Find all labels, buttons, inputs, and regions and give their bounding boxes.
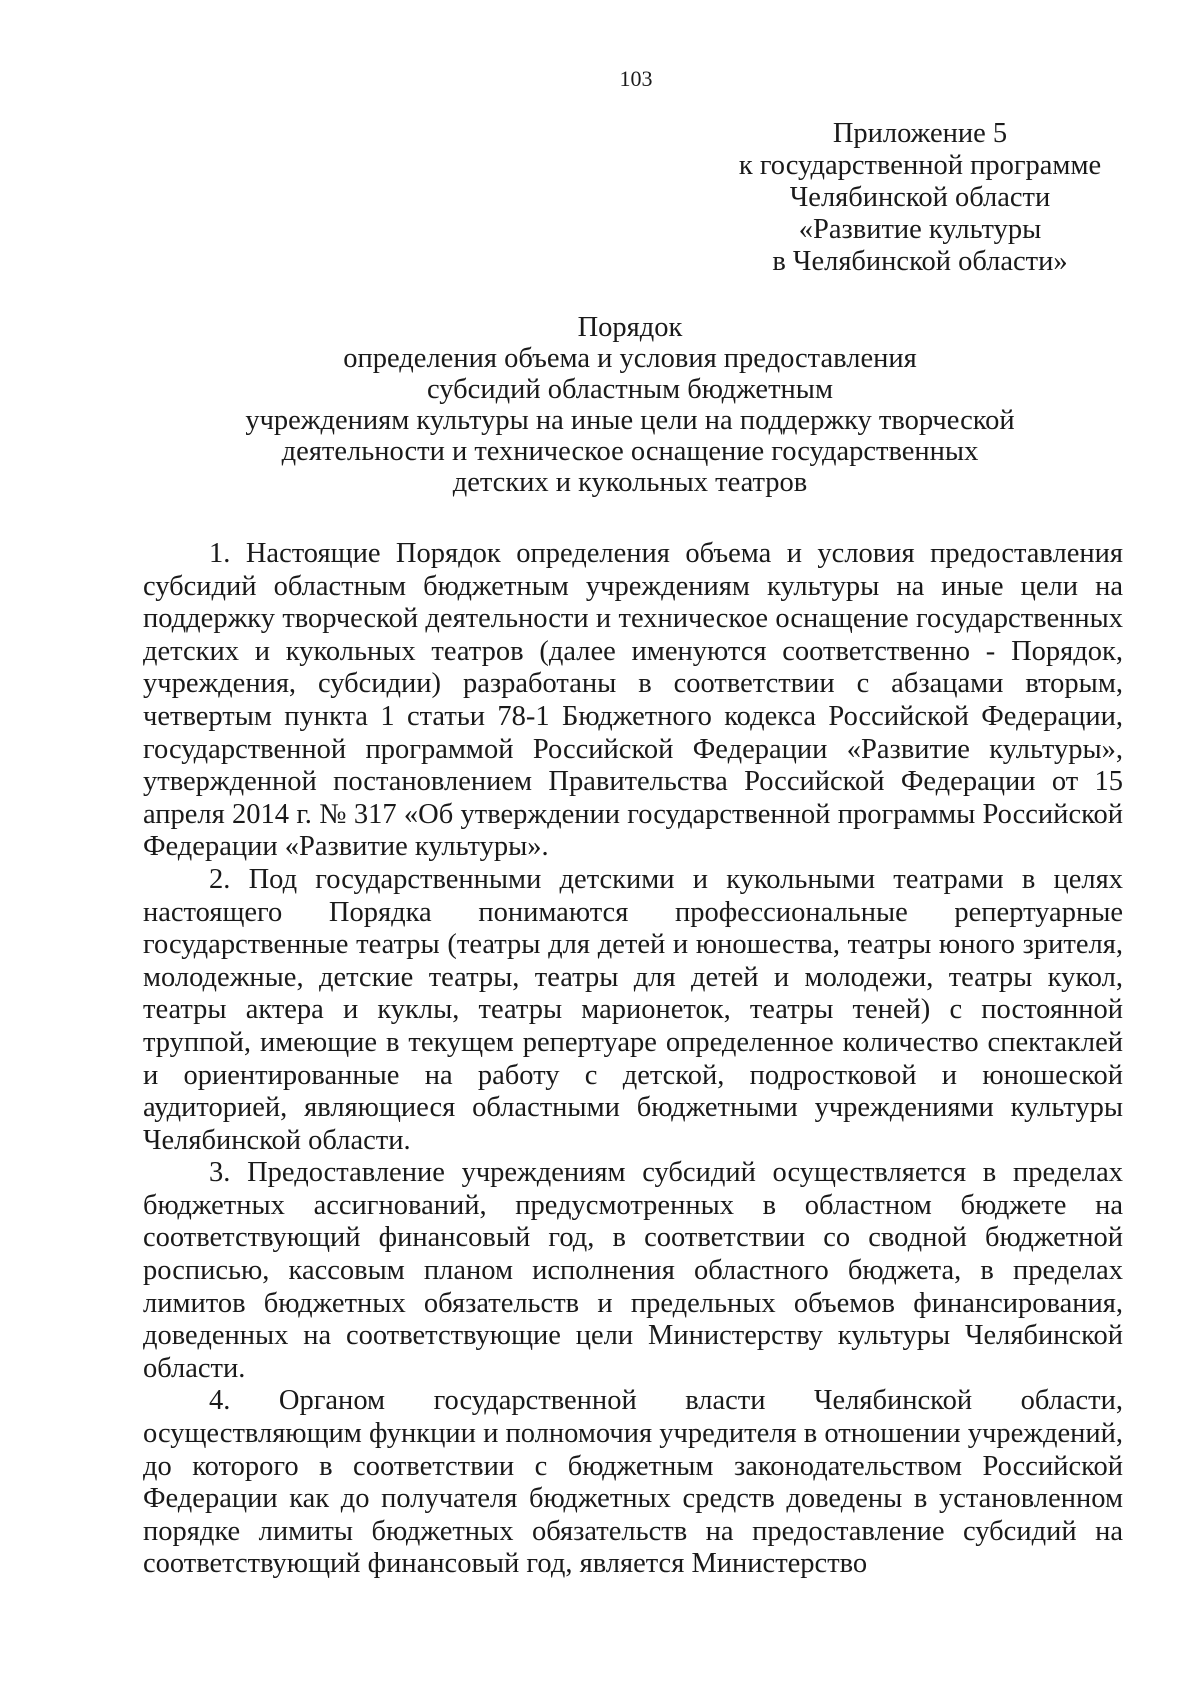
appendix-line: к государственной программе [738, 150, 1102, 181]
title-line: определения объема и условия предоставления [343, 343, 917, 374]
title-line: детских и кукольных театров [452, 467, 808, 498]
title-line: деятельности и техническое оснащение государственных [281, 436, 979, 467]
appendix-line: Челябинской области [789, 182, 1051, 213]
document-body [143, 538, 1123, 1581]
title-line: учреждениям культуры на иные цели на поддержку творческой [245, 405, 1015, 436]
appendix-line: в Челябинской области» [772, 246, 1068, 277]
page-number: 103 [619, 66, 653, 91]
paragraph-1: 1. Настоящие Порядок определения объема и условия предоставления субсидий областным бюджетным учреждениям культуры на иные цели на поддержку творческой деятельности и техническое оснащение государственных детских и кукольных театров (далее именуются соответственно - Порядок, учреждения, субсидии) разработаны в соответствии с абзацами вторым, четвертым пункта 1 статьи 78-1 Бюджетного кодекса Российской Федерации, государственной программой Российской Федерации «Развитие культуры», утвержденной постановлением Правительства Российской Федерации от 15 апреля 2014 г. № 317 «Об утверждении государственной программы Российской Федерации «Развитие культуры». [143, 538, 1123, 863]
title-line: Порядок [577, 312, 683, 343]
appendix-header [700, 118, 1140, 278]
appendix-line: Приложение 5 [832, 118, 1008, 149]
paragraph-3: 3. Предоставление учреждениям субсидий осуществляется в пределах бюджетных ассигнований, предусмотренных в областном бюджете на соответствующий финансовый год, в соответствии со сводной бюджетной росписью, кассовым планом исполнения областного бюджета, в пределах лимитов бюджетных обязательств и предельных объемов финансирования, доведенных на соответствующие цели Министерству культуры Челябинской области. [143, 1157, 1123, 1384]
title-line: субсидий областным бюджетным [427, 374, 833, 405]
paragraph-2: 2. Под государственными детскими и кукольными театрами в целях настоящего Порядка понимаются профессиональные репертуарные государственные театры (театры для детей и юношества, театры юного зрителя, молодежные, детские театры, театры для детей и молодежи, театры кукол, театры актера и куклы, театры марионеток, театры теней) с постоянной труппой, имеющие в текущем репертуаре определенное количество спектаклей и ориентированные на работу с детской, подростковой и юношеской аудиторией, являющиеся областными бюджетными учреждениями культуры Челябинской области. [143, 863, 1123, 1156]
paragraph-4: 4. Органом государственной власти Челябинской области, осуществляющим функции и полномочия учредителя в отношении учреждений, до которого в соответствии с бюджетным законодательством Российской Федерации как до получателя бюджетных средств доведены в установленном порядке лимиты бюджетных обязательств на предоставление субсидий на соответствующий финансовый год, является Министерство [143, 1385, 1123, 1580]
appendix-line: «Развитие культуры [798, 214, 1042, 245]
document-title [200, 312, 1060, 498]
